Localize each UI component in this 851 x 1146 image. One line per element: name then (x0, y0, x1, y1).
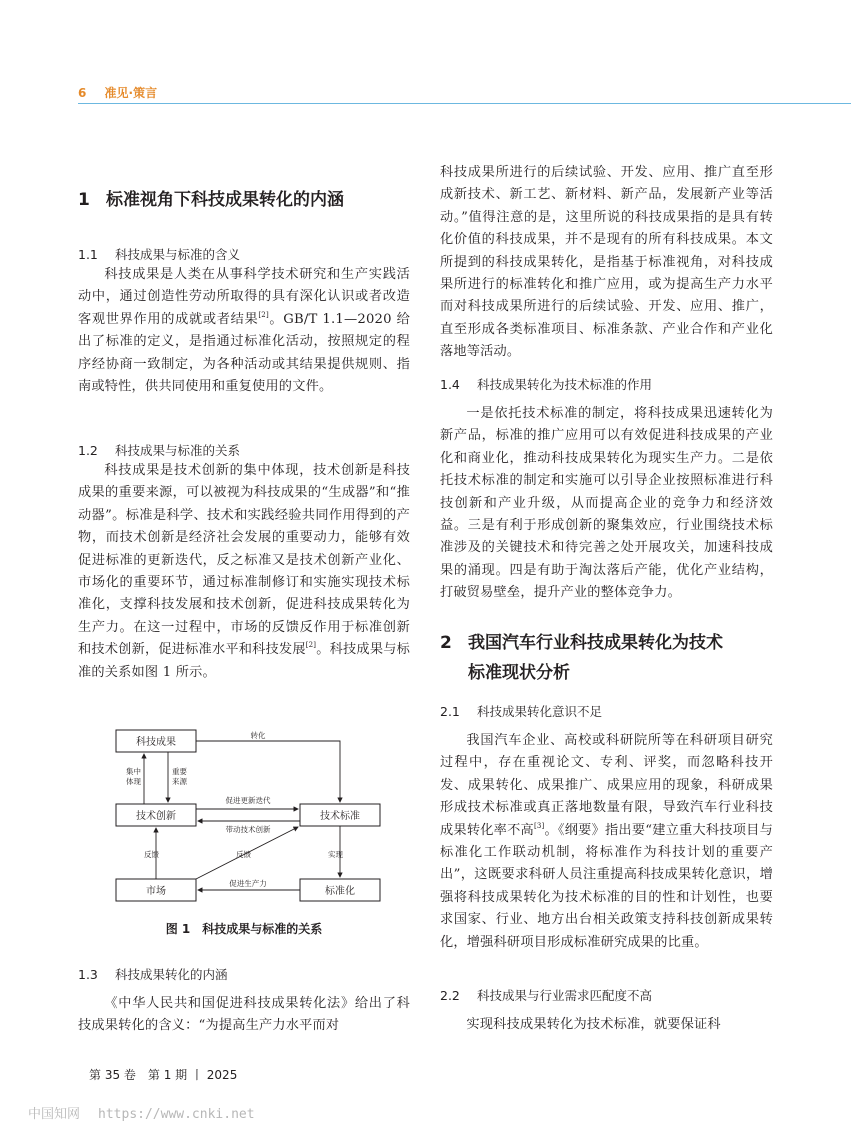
page-number: 6 (78, 86, 87, 100)
citation-ref: [3] (533, 821, 545, 830)
heading-1-2-number: 1.2 (78, 443, 98, 458)
header-rule (78, 103, 851, 104)
box-kjcg-label: 科技成果 (136, 737, 176, 748)
paragraph-1-4: 一是依托技术标准的制定，将科技成果迅速转化为新产品，标准的推广应用可以有效促进科技成果的产业化和商业化，推动科技成果转化为现实生产力。二是依托技术标准的制定和实施可以引导企业按照标准进行科技创新和产业升级，从而提高企业的竞争力和经济效益。三是有利于形成创新的聚集效应，行业围绕技术标准涉及的关键技术和待完善之处开展攻关，加速科技成果的涌现。四是有助于淘汰落后产能，优化产业结构，打破贸易壁垒，提升产业的整体竞争力。 (440, 406, 773, 601)
heading-1-4-title: 科技成果转化为技术标准的作用 (477, 377, 653, 392)
watermark-cn: 中国知网 (28, 1107, 81, 1122)
watermark-url: https://www.cnki.net (98, 1107, 255, 1122)
box-jscx-label: 技术创新 (136, 811, 176, 822)
heading-2-1 (440, 702, 602, 720)
p12-text-a: 科技成果是技术创新的集中体现，技术创新是科技成果的重要来源，可以被视为科技成果的“生成器”和“推动器”。标准是科学、技术和实践经验共同作用得到的产物，而技术创新是经济社会发展的重要动力，能够有效促进标准的更新迭代，反之标准又是技术创新产业化、市场化的重要环节，通过标准制修订和实施实现技术标准化，支撑科技发展和技术创新，促进科技成果转化为生产力。在这一过程中，市场的反馈反作用于标准创新和技术创新，促进标准水平和科技发展 (78, 463, 410, 658)
paragraph-1-1 (78, 264, 410, 398)
label-cjscl: 促进生产力 (229, 879, 267, 888)
heading-2-number: 2 (440, 633, 452, 653)
heading-2-title-line2: 标准现状分析 (468, 663, 570, 683)
figure-1-caption (78, 920, 410, 937)
p21-text-a: 我国汽车企业、高校或科研院所等在科研项目研究过程中，存在重视论文、专利、评奖，而忽略科技开发、成果转化、成果推广、成果应用的现象，科研成果形成技术标准或真正落地数量有限，导致汽车行业科技成果转化率不高 (440, 733, 773, 838)
heading-1-1-title: 科技成果与标准的含义 (115, 247, 241, 262)
label-fankui-1: 反馈 (144, 850, 159, 859)
label-cjgx: 促进更新迭代 (225, 796, 271, 805)
p11-text-a: 科技成果是人类在从事科学技术研究和生产实践活动中，通过创造性劳动所取得的具有深化认识或者改造客观世界作用的成就或者结果 (78, 267, 410, 327)
heading-1-4-number: 1.4 (440, 377, 460, 392)
label-jizhong-2: 体现 (126, 777, 141, 786)
label-zhuanhua: 转化 (250, 731, 266, 740)
heading-2-1-number: 2.1 (440, 704, 460, 719)
label-shixian: 实现 (328, 850, 343, 859)
heading-2-1-title: 科技成果转化意识不足 (477, 704, 603, 719)
heading-1-1 (78, 245, 240, 263)
label-jizhong-1: 集中 (126, 767, 141, 776)
label-ddjs: 带动技术创新 (225, 825, 271, 834)
label-zhongyao-2: 来源 (172, 777, 187, 786)
heading-1-4 (440, 375, 652, 393)
paragraph-1-3: 《中华人民共和国促进科技成果转化法》给出了科技成果转化的含义：“为提高生产力水平而对 (78, 996, 410, 1034)
paragraph-2-2: 实现科技成果转化为技术标准，就要保证科 (466, 1017, 721, 1032)
label-zhongyao-1: 重要 (172, 767, 187, 776)
p21-text-b: 。《纲要》指出要“建立重大科技项目与标准化工作联动机制，将标准作为科技计划的重要产出”，这既要求科研人员注重提高科技成果转化意识，增强将科技成果转化为技术标准的目的性和计划性，也要求国家、行业、地方出台相关政策支持科技创新成果转化，增强科研项目形成标准研究成果的比重。 (440, 822, 773, 950)
heading-1-2-title: 科技成果与标准的关系 (115, 443, 241, 458)
heading-1-3-number: 1.3 (78, 967, 98, 982)
heading-2 (440, 628, 773, 688)
heading-1-3-title: 科技成果转化的内涵 (115, 967, 228, 982)
figure-1-diagram (108, 723, 388, 918)
caption-label: 图 1 (165, 922, 191, 936)
p11-text-b: 。GB/T 1.1—2020 给出了标准的定义，是指通过标准化活动，按照规定的程序经协商一致制定，为各种活动或其结果提供规则、指南或特性，供共同使用和重复使用的文件。 (78, 311, 410, 395)
watermark (28, 1103, 255, 1122)
heading-1-number: 1 (78, 190, 90, 210)
heading-1 (78, 185, 410, 215)
citation-ref: [2] (305, 641, 317, 650)
caption-title: 科技成果与标准的关系 (202, 922, 323, 936)
heading-2-2-title: 科技成果与行业需求匹配度不高 (477, 988, 653, 1003)
label-fankui-2: 反馈 (236, 850, 251, 859)
heading-1-3 (78, 965, 228, 983)
paragraph-1-2 (78, 460, 410, 684)
citation-ref: [2] (258, 310, 269, 319)
heading-2-title-line1: 我国汽车行业科技成果转化为技术 (468, 633, 723, 653)
section-name: 准见·策言 (104, 86, 158, 100)
p12-text-b: 。科技成果与标准的关系如图 1 所示。 (78, 642, 410, 680)
heading-1-title: 标准视角下科技成果转化的内涵 (106, 190, 344, 210)
paragraph-1-3-cont: 科技成果所进行的后续试验、开发、应用、推广直至形成新技术、新工艺、新材料、新产品，发展新产业等活动。”值得注意的是，这里所说的科技成果指的是具有转化价值的科技成果，并不是现有的所有科技成果。本文所提到的科技成果转化，是指基于标准视角，对科技成果所进行的标准转化和推广应用，或为提高生产力水平而对科技成果所进行的后续试验、开发、应用、推广，直至形成各类标准项目、标准条款、产业合作和产业化落地等活动。 (440, 165, 773, 360)
paragraph-2-1 (440, 730, 773, 954)
box-jsbz-label: 技术标准 (320, 811, 360, 822)
footer-issue-info: 第 35 卷 第 1 期 丨 2025 (89, 1068, 238, 1082)
box-bzh-label: 标准化 (325, 886, 355, 897)
arrow-zhuanhua (196, 741, 340, 802)
heading-2-2-number: 2.2 (440, 988, 460, 1003)
running-header (78, 84, 157, 101)
heading-1-2 (78, 441, 240, 459)
heading-1-1-number: 1.1 (78, 247, 98, 262)
box-sc-label: 市场 (146, 886, 166, 897)
heading-2-2 (440, 986, 652, 1004)
